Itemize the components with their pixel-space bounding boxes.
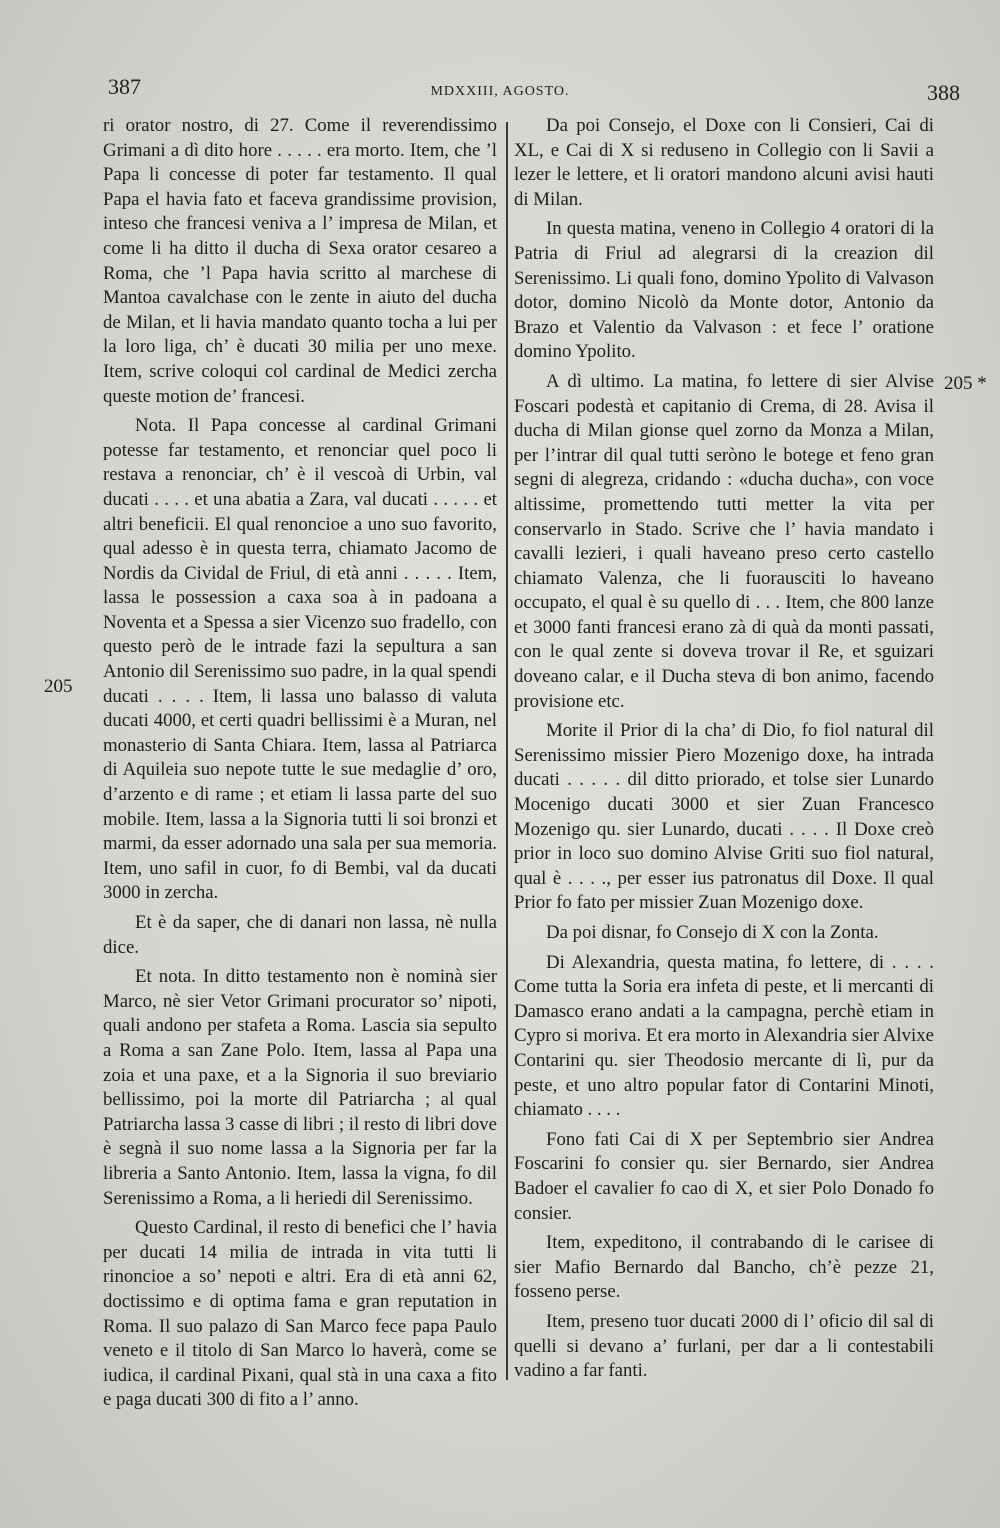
paragraph: Item, expeditono, il contrabando di le carisee di sier Mafio Bernardo dal Bancho, ch’è pezze 21, fosseno perse.: [514, 1232, 934, 1303]
paragraph: ri orator nostro, di 27. Come il reverendissimo Grimani a dì dito hore . . . . . era morto. Item, che ’l Papa li concesse di poter far testamento. Il qual Papa el havia fato et faceva grandissime provision, inteso che francesi veniva a l’ impresa de Milan, et come li ha ditto il ducha di Sexa orator cesareo a Roma, che ’l Papa havia scritto al marchese di Mantoa cavalchase con le zente in aiuto del ducha de Milan, et li havia mandato quanto tocha a lui per la loro liga, ch’ è ducati 30 milia per uno mexe. Item, scrive coloqui col cardinal de Medici zercha queste motion de’ francesi.: [103, 115, 497, 407]
paragraph: Et nota. In ditto testamento non è nominà sier Marco, nè sier Vetor Grimani procurator so’ nipoti, quali andono per stafeta a Roma. Lascia sia sepulto a Roma a san Zane Polo. Item, lassa al Papa una zoia et una paxe, et a la Signoria il suo breviario bellissimo, poi la morte dil Patriarcha ; al qual Patriarcha lassa 3 casse di libri ; il resto di libri dove è segnà il suo nome lassa a la Signoria per far la libreria a Santo Antonio. Item, lassa la vigna, fo dil Serenissimo a Roma, a li heriedi dil Serenissimo.: [103, 966, 497, 1209]
paragraph: Fono fati Cai di X per Septembrio sier Andrea Foscarini fo consier qu. sier Bernardo, sier Andrea Badoer el cavalier fo cao di X, et sier Polo Donado fo consier.: [514, 1128, 934, 1224]
column-divider: [506, 122, 508, 1380]
paragraph: A dì ultimo. La matina, fo lettere di sier Alvise Foscari podestà et capitanio di Crema, di 28. Avisa il ducha di Milan gionse quel zorno da Monza a Milan, per l’intrar dil qual tutti seròno le botege et feno gran segni di alegreza, cridando : «ducha ducha», con voce altissime, promettendo tutti metter la vita per conservarlo in Stado. Scrive che l’ havia mandato i cavalli lezieri, i quali haveano preso certo castello chiamato Valenza, che li fuorausciti lo haveano occupato, el qual è su quello di . . . Item, che 800 lanze et 3000 fanti francesi erano zà di quà da monti passati, con le qual zente si doveva trovar il Re, et sguizari doveano calar, e il Ducha steva di bon animo, facendo provisione etc.: [514, 370, 934, 712]
paragraph: Da poi Consejo, el Doxe con li Consieri, Cai di XL, e Cai di X si reduseno in Collegio con li Savii a lezer le lettere, et li oratori mandono alcuni avisi hauti di Milan.: [514, 115, 934, 210]
margin-folio-left: 205: [44, 676, 73, 697]
paragraph: Et è da saper, che di danari non lassa, nè nulla dice.: [103, 912, 497, 958]
paragraph: In questa matina, veneno in Collegio 4 oratori di la Patria di Friul ad alegrarsi di la creazion dil Serenissimo. Li quali fono, domino Ypolito di Valvason dotor, domino Nicolò da Monte dotor, Antonio da Brazo et Valentio da Valvason : et fece l’ oratione domino Ypolito.: [514, 218, 934, 363]
paragraph: Nota. Il Papa concesse al cardinal Grimani potesse far testamento, et renonciar quel poco li restava a renonciar, ch’ è il vescoà di Urbin, val ducati . . . . et una abatia a Zara, val ducati . . . . . et altri beneficii. El qual renoncioe a uno suo favorito, qual adesso è in questa terra, chiamato Jacomo de Nordis da Cividal de Friul, di età anni . . . . . Item, lassa le possession a caxa soa à in padoana a Noventa et a Spessa a sier Vicenzo suo fradello, con questo però de le intrade fazi la sepultura a san Antonio dil Serenissimo suo padre, in la qual spendi ducati . . . . Item, li lassa uno balasso di valuta ducati 4000, et certi quadri bellissimi è a Muran, nel monasterio di Santa Chiara. Item, lassa al Patriarca di Aquileia suo nepote tutte le sue medaglie d’ oro, d’arzento e di rame ; et etiam li lassa parte del suo mobile. Item, lassa a la Signoria tutti li soi bronzi et marmi, da esser adornado una sala per sua memoria. Item, uno safil in cuor, fo di Bembi, val da ducati 3000 in zercha.: [103, 415, 497, 904]
page-number-left: 387: [108, 74, 141, 99]
paragraph: Morite il Prior di la cha’ di Dio, fo fiol natural dil Serenissimo missier Piero Mozenigo doxe, ha intrada ducati . . . . . dil ditto priorado, et tolse sier Lunardo Mocenigo ducati 3000 et sier Zuan Francesco Mozenigo qu. sier Lunardo, ducati . . . . Il Doxe creò prior in loco suo domino Alvise Griti suo fiol natural, qual è . . . ., per esser ius patronatus dil Doxe. Il qual Prior fo fato per missier Zuan Mozenigo doxe.: [514, 720, 934, 914]
paragraph: Item, preseno tuor ducati 2000 di l’ oficio dil sal di quelli si devano a’ furlani, per dar a li contestabili vadino a far fanti.: [514, 1310, 934, 1382]
left-column: [103, 114, 497, 1413]
paragraph: Questo Cardinal, il resto di benefici che l’ havia per ducati 14 milia de intrada in vita tutti li rinoncioe a so’ nepoti e altri. Era di età anni 62, doctissimo e di optima fama e gran reputation in Roma. Il suo palazo di San Marco fece papa Paulo veneto e il titolo di San Marco lo haverà, come se iudica, il cardinal Pixani, qual stà in una caxa a fito e paga ducati 300 di fito a l’ anno.: [103, 1217, 497, 1411]
paragraph: Di Alexandria, questa matina, fo lettere, di . . . . Come tutta la Soria era infeta di peste, et li mercanti di Damasco erano andati a la campagna, perchè etiam in Cypro si moriva. Et era morto in Alexandria sier Alvixe Contarini qu. sier Theodosio mercante di lì, pur da peste, et uno altro popular fator di Contarini Minoti, chiamato . . . .: [514, 951, 934, 1121]
right-column: [514, 114, 934, 1384]
running-title: MDXXIII, AGOSTO.: [430, 84, 570, 99]
margin-folio-right: 205 *: [944, 373, 987, 394]
paragraph: Da poi disnar, fo Consejo di X con la Zonta.: [546, 922, 879, 943]
page-number-right: 388: [927, 80, 960, 105]
page-header: [0, 74, 1000, 104]
